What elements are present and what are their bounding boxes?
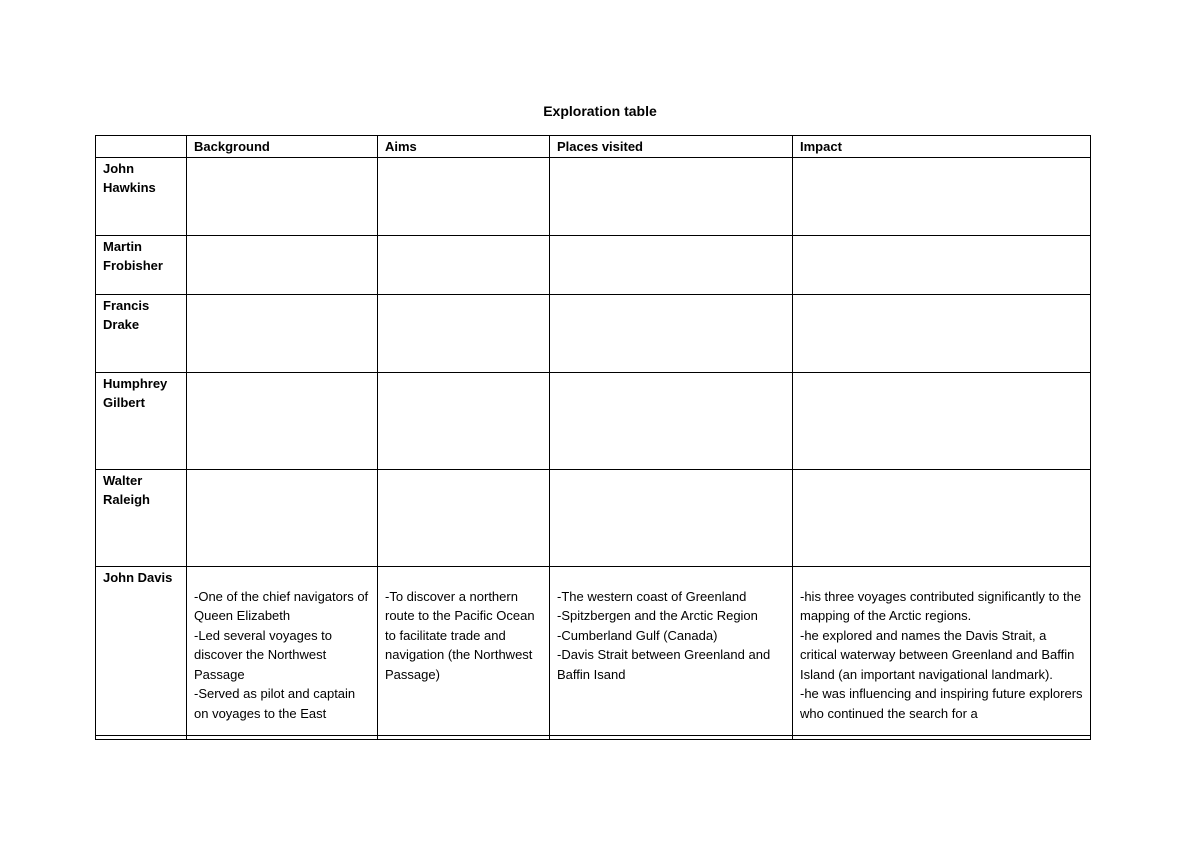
places-cell xyxy=(550,235,793,294)
places-cell: -The western coast of Greenland -Spitzbergen and the Arctic Region -Cumberland Gulf (Canada) -Davis Strait between Greenland and Baffin Isand xyxy=(557,588,771,682)
aims-cell-wrap xyxy=(378,566,550,739)
aims-cell xyxy=(378,372,550,469)
header-impact: Impact xyxy=(793,136,1091,158)
background-cell xyxy=(187,235,378,294)
explorer-name: Martin Frobisher xyxy=(96,235,187,294)
explorer-name: John Hawkins xyxy=(96,157,187,235)
explorer-name: John Davis xyxy=(96,566,187,739)
header-places-visited: Places visited xyxy=(550,136,793,158)
impact-cell-wrap xyxy=(793,566,1091,739)
header-row xyxy=(96,136,1091,158)
impact-cell xyxy=(793,372,1091,469)
aims-cell xyxy=(378,235,550,294)
places-cell-wrap xyxy=(550,566,793,739)
places-cell xyxy=(550,469,793,566)
background-cell xyxy=(187,157,378,235)
places-cell xyxy=(550,372,793,469)
background-cell-wrap xyxy=(187,566,378,739)
background-cell xyxy=(187,294,378,372)
impact-cell xyxy=(793,469,1091,566)
page-title: Exploration table xyxy=(543,103,657,119)
table-row xyxy=(96,372,1091,469)
places-cell xyxy=(550,157,793,235)
header-background: Background xyxy=(187,136,378,158)
aims-cell xyxy=(378,294,550,372)
impact-cell xyxy=(793,157,1091,235)
impact-cell xyxy=(793,235,1091,294)
aims-cell xyxy=(378,469,550,566)
background-cell xyxy=(187,372,378,469)
table-row xyxy=(96,566,1091,739)
impact-cell xyxy=(793,294,1091,372)
background-cell xyxy=(187,469,378,566)
page-break-line xyxy=(95,735,1090,736)
table-row xyxy=(96,157,1091,235)
table-row xyxy=(96,469,1091,566)
places-cell xyxy=(550,294,793,372)
exploration-table xyxy=(95,135,1091,740)
background-cell: -One of the chief navigators of Queen Elizabeth -Led several voyages to discover the Northwest Passage -Served as pilot and captain on voyages to the East xyxy=(194,588,369,721)
explorer-name: Humphrey Gilbert xyxy=(96,372,187,469)
explorer-name: Francis Drake xyxy=(96,294,187,372)
table-row xyxy=(96,235,1091,294)
header-corner xyxy=(96,136,187,158)
table-row xyxy=(96,294,1091,372)
header-aims: Aims xyxy=(378,136,550,158)
explorer-name: Walter Raleigh xyxy=(96,469,187,566)
impact-cell: -his three voyages contributed significantly to the mapping of the Arctic regions. -he explored and names the Davis Strait, a critical waterway between Greenland and Baffin Island (an important navigational landmark). -he was influencing and inspiring future explorers who continued the search for a xyxy=(800,588,1083,721)
aims-cell xyxy=(378,157,550,235)
aims-cell: -To discover a northern route to the Pacific Ocean to facilitate trade and navigation (the Northwest Passage) xyxy=(385,588,535,682)
